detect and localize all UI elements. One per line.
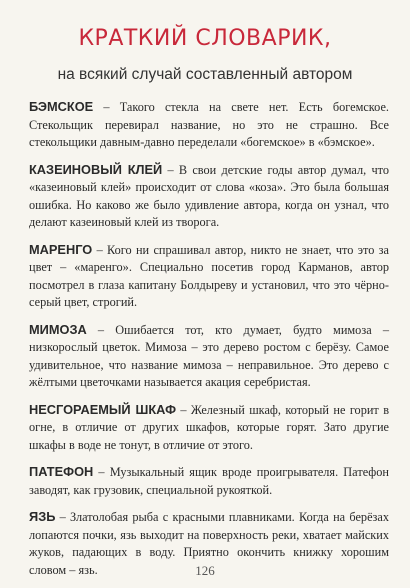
glossary-term: ЯЗЬ bbox=[29, 509, 56, 524]
glossary-entry bbox=[29, 241, 389, 312]
glossary-definition: – Кого ни спрашивал автор, никто не знает, что это за цвет – «маренго». Специально посетив город Карманов, автор посмотрел в глаза капитану Болдыреву и установил, что это чёрно-серый цвет, строгий. bbox=[29, 242, 389, 309]
glossary-term: БЭМСКОЕ bbox=[29, 99, 94, 114]
glossary-term: МИМОЗА bbox=[29, 321, 87, 337]
glossary-definition: – Музыкальный ящик вроде проигрывателя. Патефон заводят, как грузовик, специальной рукояткой. bbox=[29, 465, 389, 497]
glossary-term: КАЗЕИНОВЫЙ КЛЕЙ bbox=[29, 161, 163, 177]
glossary-term: ПАТЕФОН bbox=[29, 464, 94, 479]
glossary-definition: – В свои детские годы автор думал, что «казеиновый клей» происходит от слова «коза». Это была большая ошибка. Но каково же было удивление автора, когда он узнал, что делают казеиновый клей из творога. bbox=[29, 162, 390, 229]
page-subtitle: на всякий случай составленный автором bbox=[57, 66, 353, 83]
page-title: КРАТКИЙ СЛОВАРИК, bbox=[78, 26, 332, 51]
glossary-definition: – Такого стекла на свете нет. Есть богемское. Стекольщик перевирал название, но это не страшно. Все стекольщики давным-давно переделали «богемское» в «бэмское». bbox=[29, 100, 389, 149]
glossary-term: МАРЕНГО bbox=[29, 241, 93, 257]
glossary-definition: – Железный шкаф, который не горит в огне, в отличие от других шкафов, которые горят. Зато другие шкафы в воде не тонут, в отличие от этого. bbox=[29, 402, 389, 452]
glossary-list bbox=[29, 98, 389, 588]
glossary-entry bbox=[29, 98, 389, 152]
glossary-definition: – Златолобая рыба с красными плавниками. Когда на берёзах лопаются почки, язь выходит на поверхность реки, хватает майских жуков, падающих в воду. Приятно окончить книжку хорошим словом – язь. bbox=[29, 510, 389, 577]
page-number: 126 bbox=[195, 563, 215, 578]
glossary-entry bbox=[29, 463, 389, 499]
glossary-term: НЕСГОРАЕМЫЙ ШКАФ bbox=[29, 401, 177, 417]
glossary-entry bbox=[29, 321, 389, 392]
glossary-entry bbox=[29, 161, 389, 232]
glossary-entry bbox=[29, 401, 389, 455]
glossary-definition: – Ошибается тот, кто думает, будто мимоза – низкорослый цветок. Мимоза – это дерево ростом с берёзу. Самое удивительное, что название мимоза – неправильное. Это дерево с жёлтыми цветочками называется акация серебристая. bbox=[29, 322, 389, 389]
